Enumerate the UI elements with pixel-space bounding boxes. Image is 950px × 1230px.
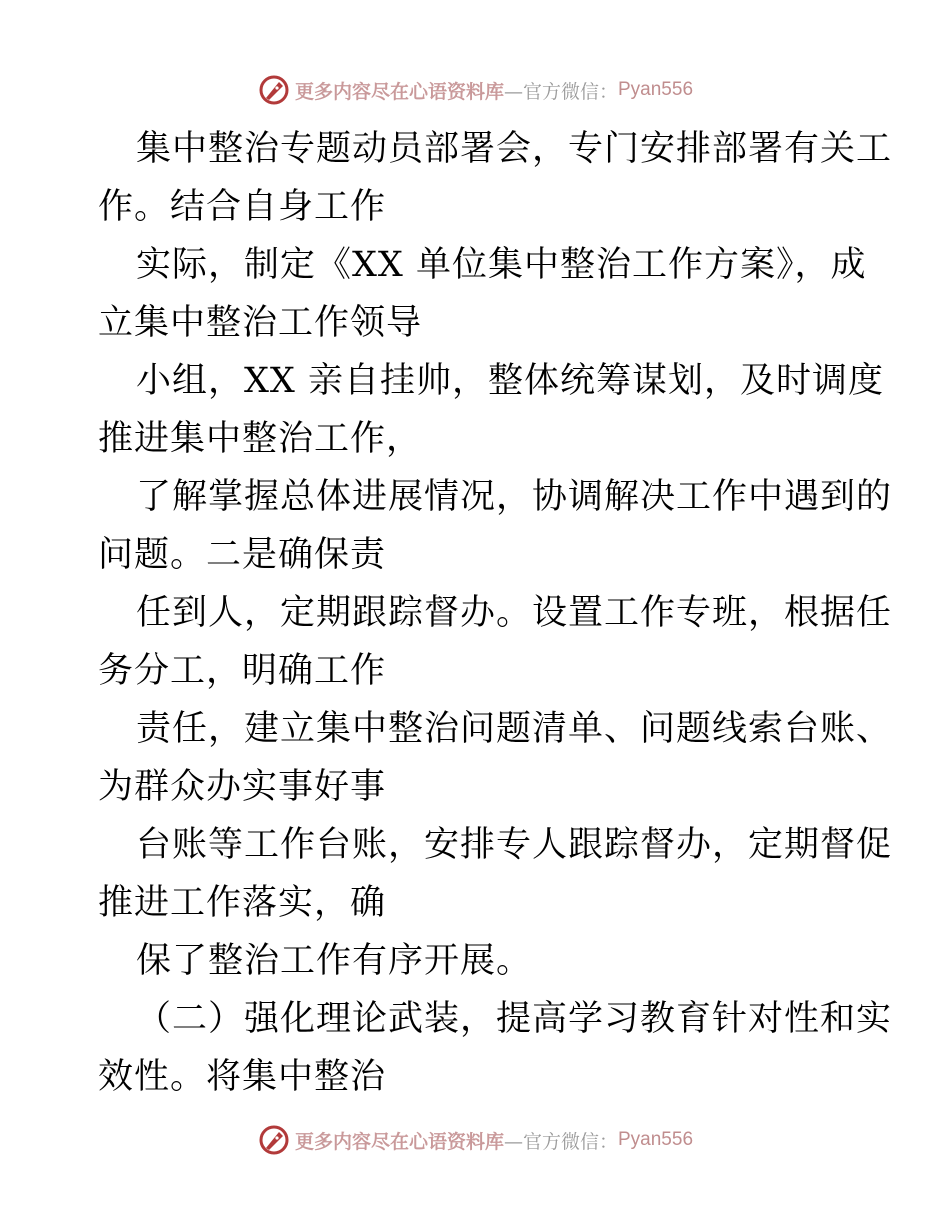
watermark-wechat-handle: Pyan556 [618,1129,694,1150]
text-line: 小组，XX 亲自挂帅，整体统筹谋划，及时调度 [136,361,884,401]
text-line: 务分工，明确工作 [98,651,387,691]
text-line: 效性。将集中整治 [98,1057,387,1097]
text-line: 集中整治专题动员部署会，专门安排部署有关工 [136,129,893,169]
pen-nib-circle-icon [257,73,291,107]
watermark-wechat-handle: Pyan556 [618,79,694,100]
pen-nib-circle-icon [257,1123,291,1157]
text-line: 推进集中整治工作， [98,419,423,459]
watermark-official-label: —官方微信： [503,1130,618,1153]
text-line: 台账等工作台账，安排专人跟踪督办，定期督促 [136,825,893,865]
document-body [98,120,893,1106]
text-line: 任到人，定期跟踪督办。设置工作专班，根据任 [136,593,893,633]
header-watermark [0,70,950,110]
watermark-brand-text: 更多内容尽在心语资料库 [294,1130,504,1153]
text-line: 了解掌握总体进展情况，协调解决工作中遇到的 [136,477,893,517]
text-line: （二）强化理论武装，提高学习教育针对性和实 [136,999,893,1039]
watermark-official-label: —官方微信： [503,80,618,103]
watermark-brand-text: 更多内容尽在心语资料库 [294,80,504,103]
text-line: 推进工作落实，确 [98,883,387,923]
text-line: 实际，制定《XX 单位集中整治工作方案》，成 [136,245,867,285]
text-line: 保了整治工作有序开展。 [136,941,533,981]
text-line: 为群众办实事好事 [98,767,387,807]
footer-watermark [0,1120,950,1160]
text-line: 作。结合自身工作 [98,187,387,227]
text-line: 问题。二是确保责 [98,535,387,575]
text-line: 责任，建立集中整治问题清单、问题线索台账、 [136,709,893,749]
text-line: 立集中整治工作领导 [98,303,423,343]
